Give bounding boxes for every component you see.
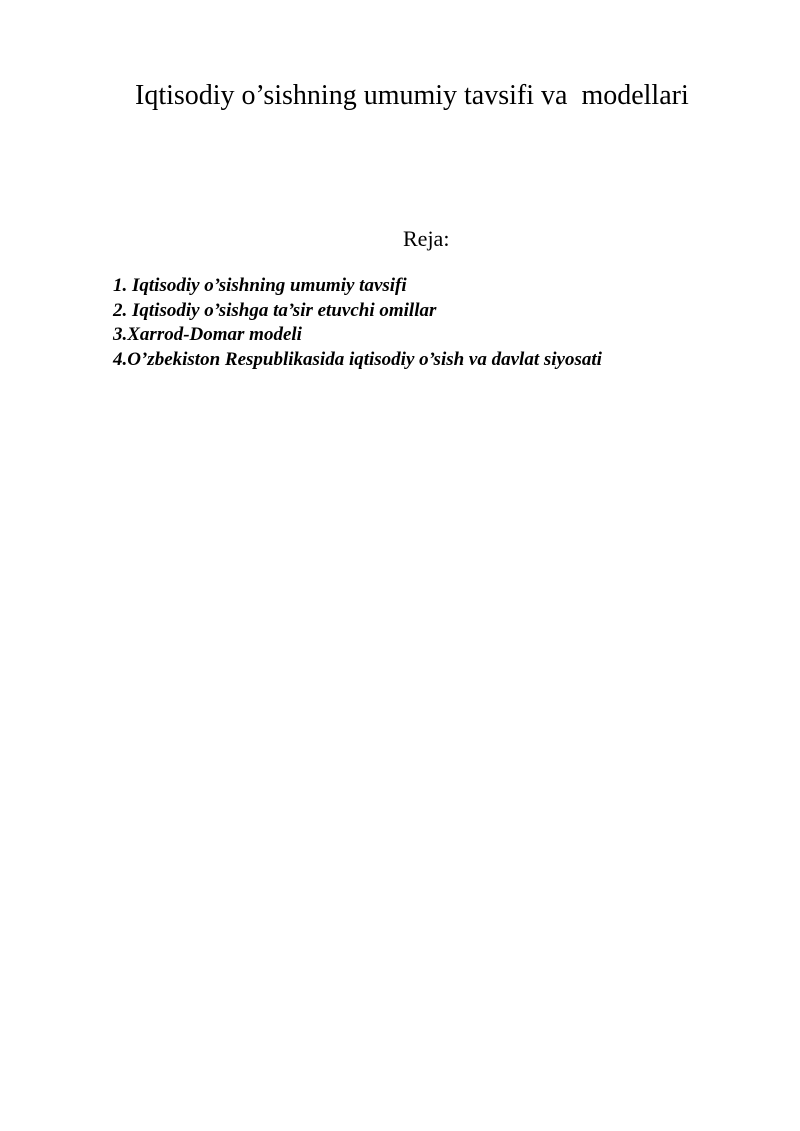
- plan-list: [113, 274, 602, 372]
- plan-item-3: 3.Xarrod-Domar modeli: [113, 324, 302, 345]
- page-title: Iqtisodiy o’sishning umumiy tavsifi va modellari: [135, 80, 689, 111]
- plan-heading: Reja:: [403, 226, 450, 251]
- plan-item-1: 1. Iqtisodiy o’sishning umumiy tavsifi: [113, 275, 407, 296]
- plan-item-2: 2. Iqtisodiy o’sishga ta’sir etuvchi omillar: [113, 299, 437, 321]
- plan-item-4: 4.O’zbekiston Respublikasida iqtisodiy o’sish va davlat siyosati: [113, 348, 602, 370]
